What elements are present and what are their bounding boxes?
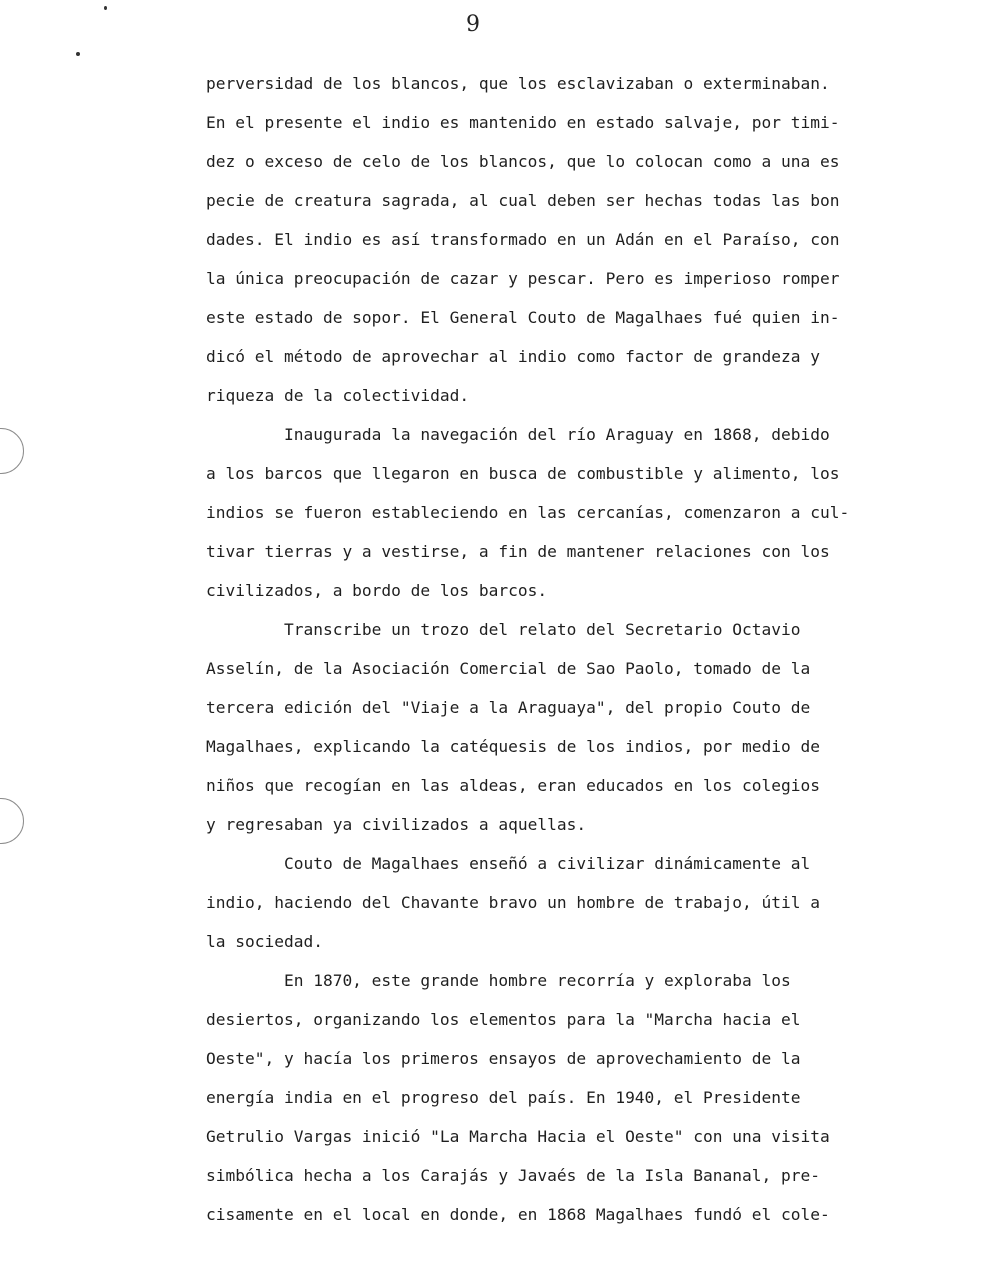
text-line: Asselín, de la Asociación Comercial de Sao Paolo, tomado de la xyxy=(206,659,811,678)
text-line: dez o exceso de celo de los blancos, que lo colocan como a una es xyxy=(206,152,840,171)
text-line: y regresaban ya civilizados a aquellas. xyxy=(206,815,587,834)
text-line: desiertos, organizando los elementos para la "Marcha hacia el xyxy=(206,1010,801,1029)
text-line: riqueza de la colectividad. xyxy=(206,386,470,405)
text-line: Transcribe un trozo del relato del Secretario Octavio xyxy=(206,620,801,639)
text-line: Oeste", y hacía los primeros ensayos de aprovechamiento de la xyxy=(206,1049,801,1068)
text-line: la única preocupación de cazar y pescar. Pero es imperioso romper xyxy=(206,269,840,288)
text-line: Getrulio Vargas inició "La Marcha Hacia el Oeste" con una visita xyxy=(206,1127,830,1146)
page-number: 9 xyxy=(466,12,480,37)
text-line: Couto de Magalhaes enseñó a civilizar dinámicamente al xyxy=(206,854,811,873)
punch-hole xyxy=(0,428,24,474)
text-line: cisamente en el local en donde, en 1868 Magalhaes fundó el cole- xyxy=(206,1205,830,1224)
text-line: Magalhaes, explicando la catéquesis de los indios, por medio de xyxy=(206,737,820,756)
text-line: niños que recogían en las aldeas, eran educados en los colegios xyxy=(206,776,820,795)
text-line: En el presente el indio es mantenido en estado salvaje, por timi- xyxy=(206,113,840,132)
text-line: dades. El indio es así transformado en un Adán en el Paraíso, con xyxy=(206,230,840,249)
text-line: tivar tierras y a vestirse, a fin de mantener relaciones con los xyxy=(206,542,830,561)
body-text xyxy=(206,64,966,1234)
punch-hole xyxy=(0,798,24,844)
text-line: simbólica hecha a los Carajás y Javaés de la Isla Bananal, pre- xyxy=(206,1166,820,1185)
text-line: pecie de creatura sagrada, al cual deben ser hechas todas las bon xyxy=(206,191,840,210)
ink-speck xyxy=(76,52,80,56)
text-line: tercera edición del "Viaje a la Araguaya", del propio Couto de xyxy=(206,698,811,717)
text-line: En 1870, este grande hombre recorría y exploraba los xyxy=(206,971,791,990)
text-line: civilizados, a bordo de los barcos. xyxy=(206,581,548,600)
text-line: perversidad de los blancos, que los esclavizaban o exterminaban. xyxy=(206,74,830,93)
text-line: energía india en el progreso del país. En 1940, el Presidente xyxy=(206,1088,801,1107)
text-line: indio, haciendo del Chavante bravo un hombre de trabajo, útil a xyxy=(206,893,820,912)
text-line: indios se fueron estableciendo en las cercanías, comenzaron a cul- xyxy=(206,503,850,522)
text-line: la sociedad. xyxy=(206,932,323,951)
ink-speck xyxy=(104,6,107,10)
text-line: este estado de sopor. El General Couto de Magalhaes fué quien in- xyxy=(206,308,840,327)
text-line: a los barcos que llegaron en busca de combustible y alimento, los xyxy=(206,464,840,483)
text-line: dicó el método de aprovechar al indio como factor de grandeza y xyxy=(206,347,820,366)
text-line: Inaugurada la navegación del río Araguay en 1868, debido xyxy=(206,425,830,444)
